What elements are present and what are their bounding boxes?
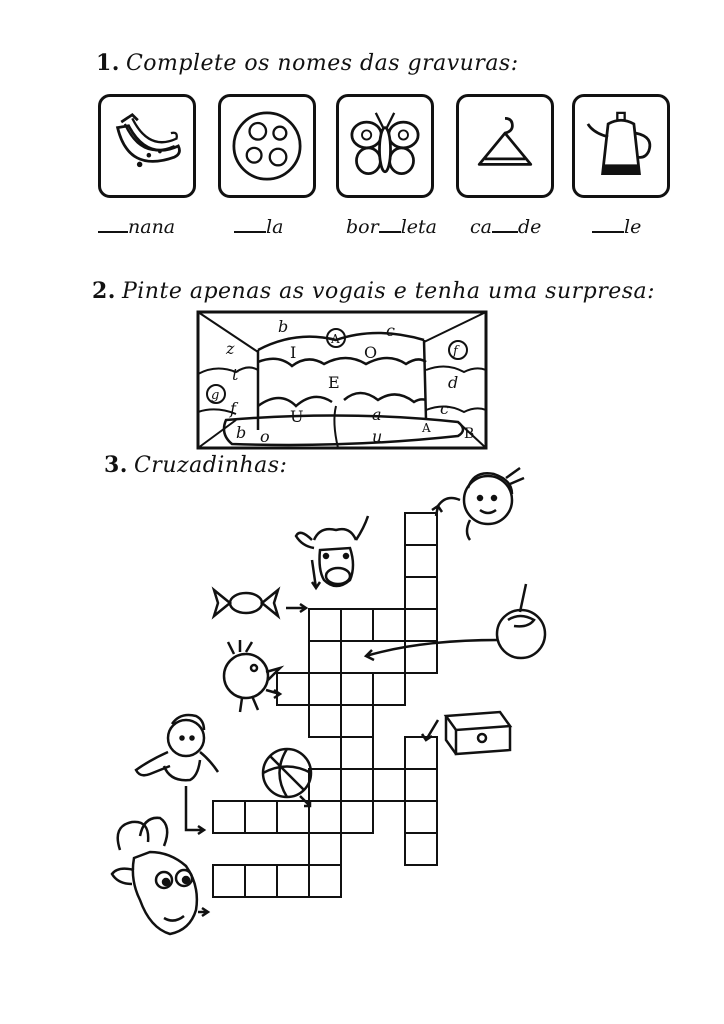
beach-ball-icon [263,749,311,797]
puzzle-letter[interactable]: E [328,373,340,392]
puzzle-letter[interactable]: d [448,373,459,392]
puzzle-letter[interactable]: f [453,344,458,359]
exercise-number: 3. [104,452,128,478]
puzzle-letter[interactable]: A [331,332,340,346]
puzzle-letter[interactable]: U [290,407,304,426]
cow-icon [296,516,368,586]
puzzle-letter[interactable]: I [290,343,297,362]
puzzle-letter[interactable]: c [386,321,395,340]
puzzle-letter[interactable]: o [260,427,270,446]
answer-text: nana [128,216,176,238]
bird-icon [224,640,280,712]
girl-face-icon [464,468,524,540]
exercise-instruction: Pinte apenas as vogais e tenha uma surpresa: [121,279,656,304]
puzzle-letter[interactable]: b [278,317,289,336]
answer-text: bor [346,216,379,238]
baby-icon [136,715,218,780]
puzzle-letter[interactable]: B [464,426,475,442]
puzzle-letter[interactable]: a [372,405,382,424]
puzzle-letter[interactable]: z [226,339,235,358]
exercise-instruction: Complete os nomes das gravuras: [125,51,519,76]
puzzle-letter[interactable]: f [230,399,236,418]
answer-text: ca [470,216,492,238]
answer-text: la [266,216,284,238]
answer-text: de [517,216,542,238]
puzzle-letter[interactable]: g [211,388,220,403]
exercise-instruction: Cruzadinhas: [133,453,288,478]
puzzle-letter[interactable]: u [372,427,383,446]
puzzle-letter[interactable]: t [232,365,239,384]
goat-icon [112,818,197,934]
answer-text: leta [400,216,437,238]
exercise-number: 2. [92,278,116,304]
exercise-number: 1. [96,50,120,76]
puzzle-letter[interactable]: b [236,423,247,442]
puzzle-letter[interactable]: c [440,399,449,418]
apple-icon [497,584,545,658]
puzzle-letter[interactable]: A [422,421,431,435]
puzzle-letter[interactable]: O [364,343,378,362]
answer-text: le [624,216,642,238]
candy-icon [214,590,278,616]
treasure-chest-icon [446,712,510,754]
